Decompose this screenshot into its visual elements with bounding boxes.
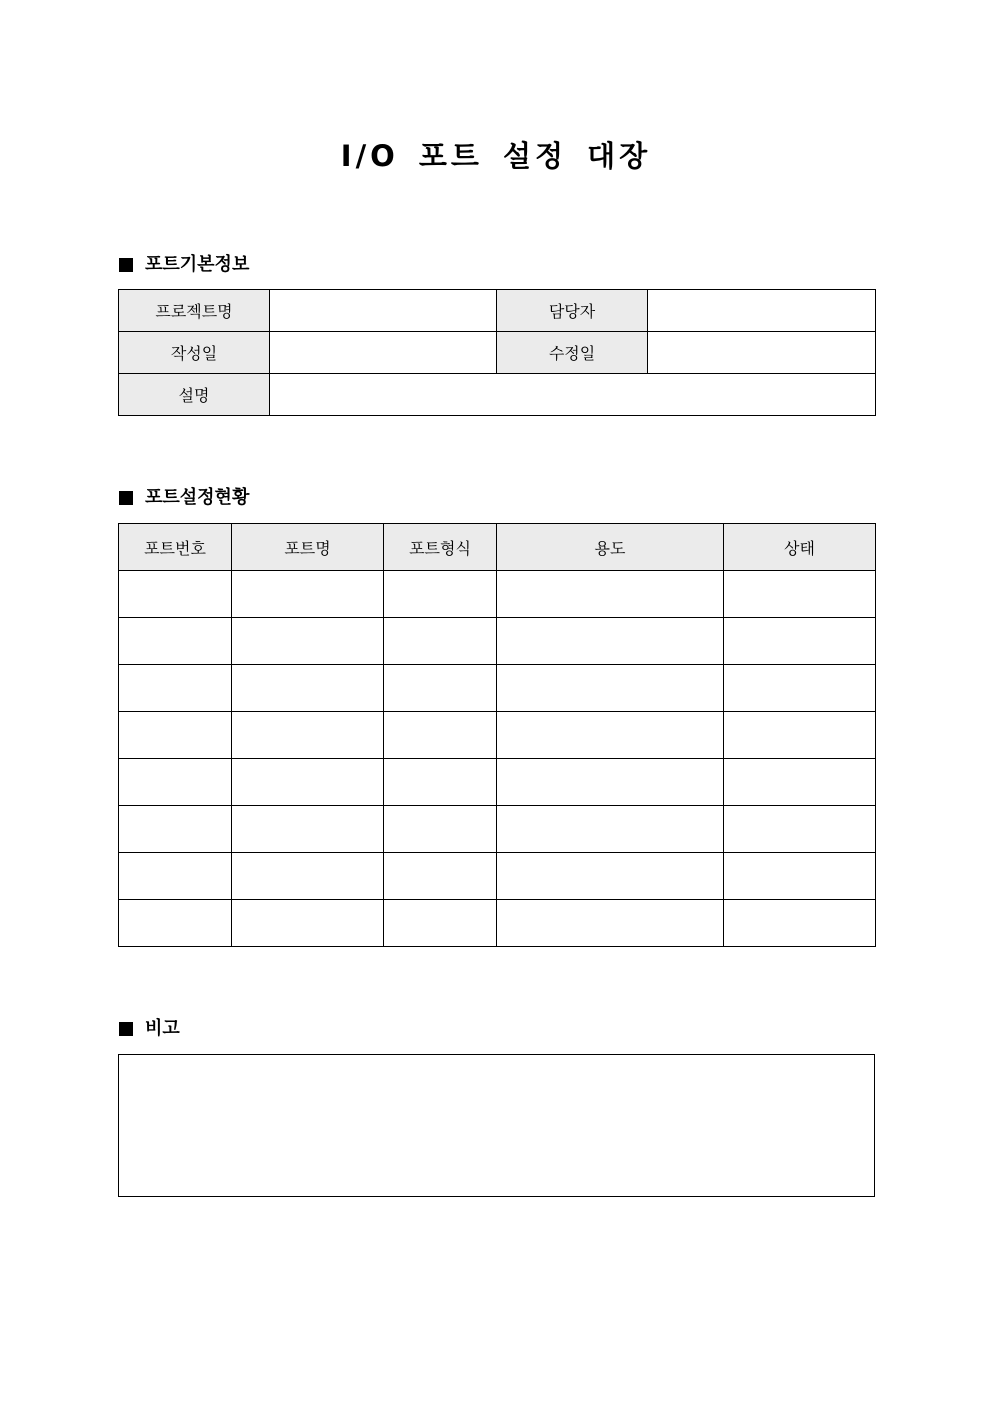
port-name-cell[interactable] bbox=[232, 853, 384, 900]
status-cell[interactable] bbox=[724, 712, 876, 759]
status-cell[interactable] bbox=[724, 806, 876, 853]
section-heading-remarks bbox=[119, 1017, 180, 1041]
table-row bbox=[119, 332, 876, 374]
port-type-cell[interactable] bbox=[384, 665, 497, 712]
purpose-cell[interactable] bbox=[497, 853, 724, 900]
purpose-cell[interactable] bbox=[497, 900, 724, 947]
port-name-cell[interactable] bbox=[232, 712, 384, 759]
port-type-cell[interactable] bbox=[384, 900, 497, 947]
remarks-field[interactable] bbox=[118, 1054, 875, 1197]
status-cell[interactable] bbox=[724, 853, 876, 900]
created-date-label: 작성일 bbox=[119, 332, 270, 374]
modified-date-field[interactable] bbox=[648, 332, 876, 374]
status-cell[interactable] bbox=[724, 571, 876, 618]
port-name-cell[interactable] bbox=[232, 665, 384, 712]
port-name-cell[interactable] bbox=[232, 571, 384, 618]
section-heading-basic-info bbox=[119, 253, 249, 277]
table-row bbox=[119, 900, 876, 947]
port-number-cell[interactable] bbox=[119, 665, 232, 712]
table-row bbox=[119, 290, 876, 332]
status-cell[interactable] bbox=[724, 618, 876, 665]
port-number-cell[interactable] bbox=[119, 618, 232, 665]
table-row bbox=[119, 759, 876, 806]
section-heading-port-status bbox=[119, 486, 249, 510]
basic-info-table bbox=[118, 289, 876, 416]
description-field[interactable] bbox=[270, 374, 876, 416]
port-type-cell[interactable] bbox=[384, 712, 497, 759]
purpose-cell[interactable] bbox=[497, 712, 724, 759]
table-row bbox=[119, 806, 876, 853]
port-name-cell[interactable] bbox=[232, 618, 384, 665]
status-cell[interactable] bbox=[724, 759, 876, 806]
purpose-cell[interactable] bbox=[497, 618, 724, 665]
manager-field[interactable] bbox=[648, 290, 876, 332]
project-name-field[interactable] bbox=[270, 290, 497, 332]
port-type-cell[interactable] bbox=[384, 853, 497, 900]
port-number-cell[interactable] bbox=[119, 900, 232, 947]
table-row bbox=[119, 571, 876, 618]
status-cell[interactable] bbox=[724, 900, 876, 947]
port-status-table bbox=[118, 523, 876, 947]
port-number-cell[interactable] bbox=[119, 759, 232, 806]
port-name-cell[interactable] bbox=[232, 806, 384, 853]
status-cell[interactable] bbox=[724, 665, 876, 712]
purpose-cell[interactable] bbox=[497, 806, 724, 853]
column-header-purpose: 용도 bbox=[497, 524, 724, 571]
port-name-cell[interactable] bbox=[232, 759, 384, 806]
port-number-cell[interactable] bbox=[119, 712, 232, 759]
column-header-port-number: 포트번호 bbox=[119, 524, 232, 571]
square-bullet-icon bbox=[119, 491, 133, 505]
port-number-cell[interactable] bbox=[119, 571, 232, 618]
port-type-cell[interactable] bbox=[384, 618, 497, 665]
section-heading-label: 포트설정현황 bbox=[145, 487, 250, 508]
table-row bbox=[119, 712, 876, 759]
section-heading-label: 비고 bbox=[145, 1018, 180, 1039]
table-row bbox=[119, 374, 876, 416]
table-row bbox=[119, 853, 876, 900]
page-title: I/O 포트 설정 대장 bbox=[340, 139, 652, 173]
manager-label: 담당자 bbox=[497, 290, 648, 332]
port-type-cell[interactable] bbox=[384, 571, 497, 618]
project-name-label: 프로젝트명 bbox=[119, 290, 270, 332]
port-name-cell[interactable] bbox=[232, 900, 384, 947]
purpose-cell[interactable] bbox=[497, 759, 724, 806]
column-header-status: 상태 bbox=[724, 524, 876, 571]
table-row bbox=[119, 665, 876, 712]
column-header-port-type: 포트형식 bbox=[384, 524, 497, 571]
description-label: 설명 bbox=[119, 374, 270, 416]
table-row bbox=[119, 618, 876, 665]
port-number-cell[interactable] bbox=[119, 806, 232, 853]
created-date-field[interactable] bbox=[270, 332, 497, 374]
port-number-cell[interactable] bbox=[119, 853, 232, 900]
section-heading-label: 포트기본정보 bbox=[145, 254, 250, 275]
purpose-cell[interactable] bbox=[497, 665, 724, 712]
purpose-cell[interactable] bbox=[497, 571, 724, 618]
modified-date-label: 수정일 bbox=[497, 332, 648, 374]
square-bullet-icon bbox=[119, 258, 133, 272]
column-header-port-name: 포트명 bbox=[232, 524, 384, 571]
table-header-row bbox=[119, 524, 876, 571]
port-type-cell[interactable] bbox=[384, 806, 497, 853]
square-bullet-icon bbox=[119, 1022, 133, 1036]
port-type-cell[interactable] bbox=[384, 759, 497, 806]
